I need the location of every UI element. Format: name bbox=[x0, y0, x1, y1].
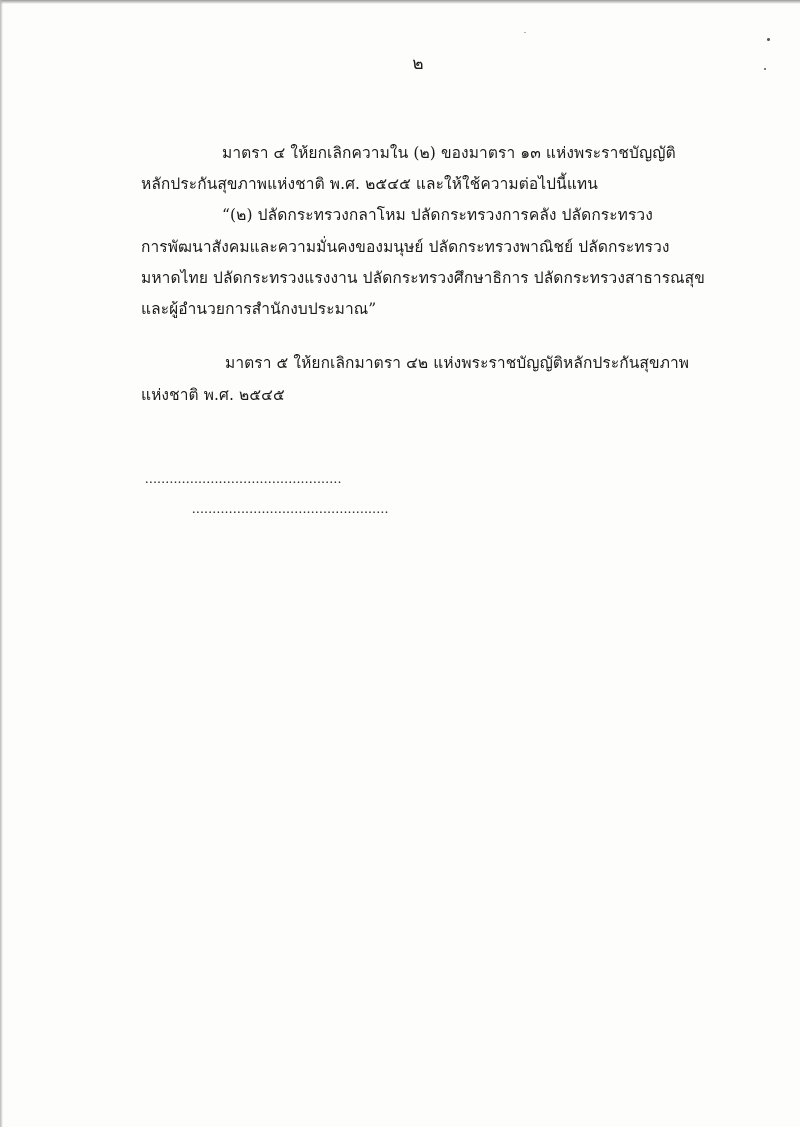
section-5-line-1: มาตรา ๕ ให้ยกเลิกมาตรา ๔๒ แห่งพระราชบัญญัติหลักประกันสุขภาพ bbox=[225, 354, 690, 372]
signature-dots-2: ................................................ bbox=[192, 502, 389, 517]
scan-edge-top bbox=[0, 0, 800, 4]
page-number: ๒ bbox=[412, 54, 424, 74]
section-4-line-3: “(๒) ปลัดกระทรวงกลาโหม ปลัดกระทรวงการคลัง ปลัดกระทรวง bbox=[222, 206, 653, 224]
section-4-line-1: มาตรา ๔ ให้ยกเลิกความใน (๒) ของมาตรา ๑๓ แห่งพระราชบัญญัติ bbox=[222, 144, 676, 162]
section-4-line-4: การพัฒนาสังคมและความมั่นคงของมนุษย์ ปลัดกระทรวงพาณิชย์ ปลัดกระทรวง bbox=[141, 238, 670, 256]
scan-speck bbox=[767, 38, 770, 41]
signature-dots-1: ................................................ bbox=[145, 472, 342, 487]
section-5-line-2: แห่งชาติ พ.ศ. ๒๕๔๕ bbox=[141, 386, 285, 404]
scan-speck bbox=[524, 32, 526, 33]
scan-edge-left bbox=[0, 0, 3, 1127]
section-4-line-2: หลักประกันสุขภาพแห่งชาติ พ.ศ. ๒๕๔๕ และให้ใช้ความต่อไปนี้แทน bbox=[141, 175, 598, 193]
section-4-line-6: และผู้อำนวยการสำนักงบประมาณ” bbox=[141, 300, 377, 318]
section-4-line-5: มหาดไทย ปลัดกระทรวงแรงงาน ปลัดกระทรวงศึกษาธิการ ปลัดกระทรวงสาธารณสุข bbox=[141, 269, 705, 287]
